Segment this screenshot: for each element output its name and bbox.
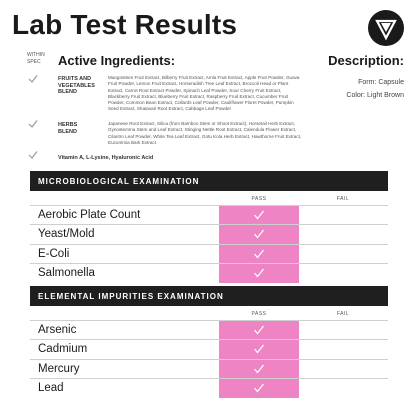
row-divider: [30, 263, 388, 264]
fruits-vegetables-ingredients: Mangosteen Fruit Extract, Bilberry Fruit Extract, Amla Fruit Extract, Apple Fruit Powder, Guava Fruit Powder, Lemon Fruit Extract, Horseradish Tree Leaf Extract, Broccoli Head or Plant Extract, Carrot Root Extract Powder, Spinach Leaf Powder, Sour Cherry Fruit Extract, Blackberry Fruit Extract, Blueberry Fruit Extract, Raspberry Fruit Extract, Cucumber Fruit Powder, Common Bean Extract, Collards Leaf Powder, Cauliflower Floret Powder, Pumpkin Seed Extract, Shatavari Root Extract, Cabbage Leaf Powder: [108, 75, 300, 112]
herbs-ingredients: Japanese Root Extract, Silica (from Bamboo Stem or Shoot Extract), Horsetail Herb Extract, Gynostemma Stem and Leaf Extract, Stinging Nettle Root Extract, Calendula Flower Extract, Cilantro Leaf Powder, White Tea Leaf Extract, Gotu Kola Herb Extract, Hawthorne Fruit Extract, Eucommia Bark Extract: [108, 121, 302, 145]
pass-column-header: PASS: [251, 311, 267, 317]
row-divider: [30, 378, 388, 379]
elemental-section-title: ELEMENTAL IMPURITIES EXAMINATION: [38, 292, 224, 301]
category-fruits-vegetables: [58, 76, 95, 96]
form-value: Form: Capsule: [358, 79, 404, 86]
description-heading: Description:: [328, 53, 404, 68]
test-arsenic: Arsenic: [38, 324, 77, 336]
row-divider: [30, 224, 388, 225]
category-line: FRUITS AND: [58, 76, 92, 82]
checkmark-icon: [28, 150, 38, 160]
fail-column-header: FAIL: [336, 196, 350, 202]
category-line: VEGETABLES: [58, 82, 95, 89]
page-title: Lab Test Results: [12, 9, 238, 40]
chevron-v-logo-icon: [368, 10, 404, 46]
active-ingredients-heading: Active Ingredients:: [58, 53, 176, 68]
row-divider: [30, 205, 388, 206]
checkmark-icon: [253, 382, 265, 394]
checkmark-icon: [253, 228, 265, 240]
test-mercury: Mercury: [38, 363, 80, 375]
checkmark-icon: [253, 209, 265, 221]
checkmark-icon: [253, 248, 265, 260]
category-line: BLEND: [58, 128, 77, 135]
checkmark-icon: [253, 363, 265, 375]
color-value: Color: Light Brown: [346, 92, 404, 99]
checkmark-icon: [253, 343, 265, 355]
test-cadmium: Cadmium: [38, 343, 88, 355]
fail-column-header: FAIL: [336, 311, 350, 317]
test-yeast-mold: Yeast/Mold: [38, 228, 95, 240]
vitamins-line: Vitamin A, L-Lysine, Hyaluronic Acid: [58, 155, 154, 161]
checkmark-icon: [253, 267, 265, 279]
category-line: HERBS: [58, 122, 78, 128]
checkmark-icon: [28, 119, 38, 129]
within-spec-line2: SPEC: [27, 58, 41, 65]
test-salmonella: Salmonella: [38, 267, 95, 279]
within-spec-line1: WITHIN: [27, 52, 45, 58]
row-divider: [30, 359, 388, 360]
row-divider: [30, 339, 388, 340]
microbiological-section-title: MICROBIOLOGICAL EXAMINATION: [38, 177, 200, 186]
row-divider: [30, 320, 388, 321]
row-divider: [30, 244, 388, 245]
test-e-coli: E-Coli: [38, 248, 70, 260]
test-aerobic-plate-count: Aerobic Plate Count: [38, 209, 141, 221]
within-spec-label: [27, 52, 45, 65]
category-line: BLEND: [58, 89, 77, 95]
test-lead: Lead: [38, 382, 64, 394]
pass-column-header: PASS: [251, 196, 267, 202]
checkmark-icon: [28, 74, 38, 84]
category-herbs: [58, 122, 77, 135]
checkmark-icon: [253, 324, 265, 336]
